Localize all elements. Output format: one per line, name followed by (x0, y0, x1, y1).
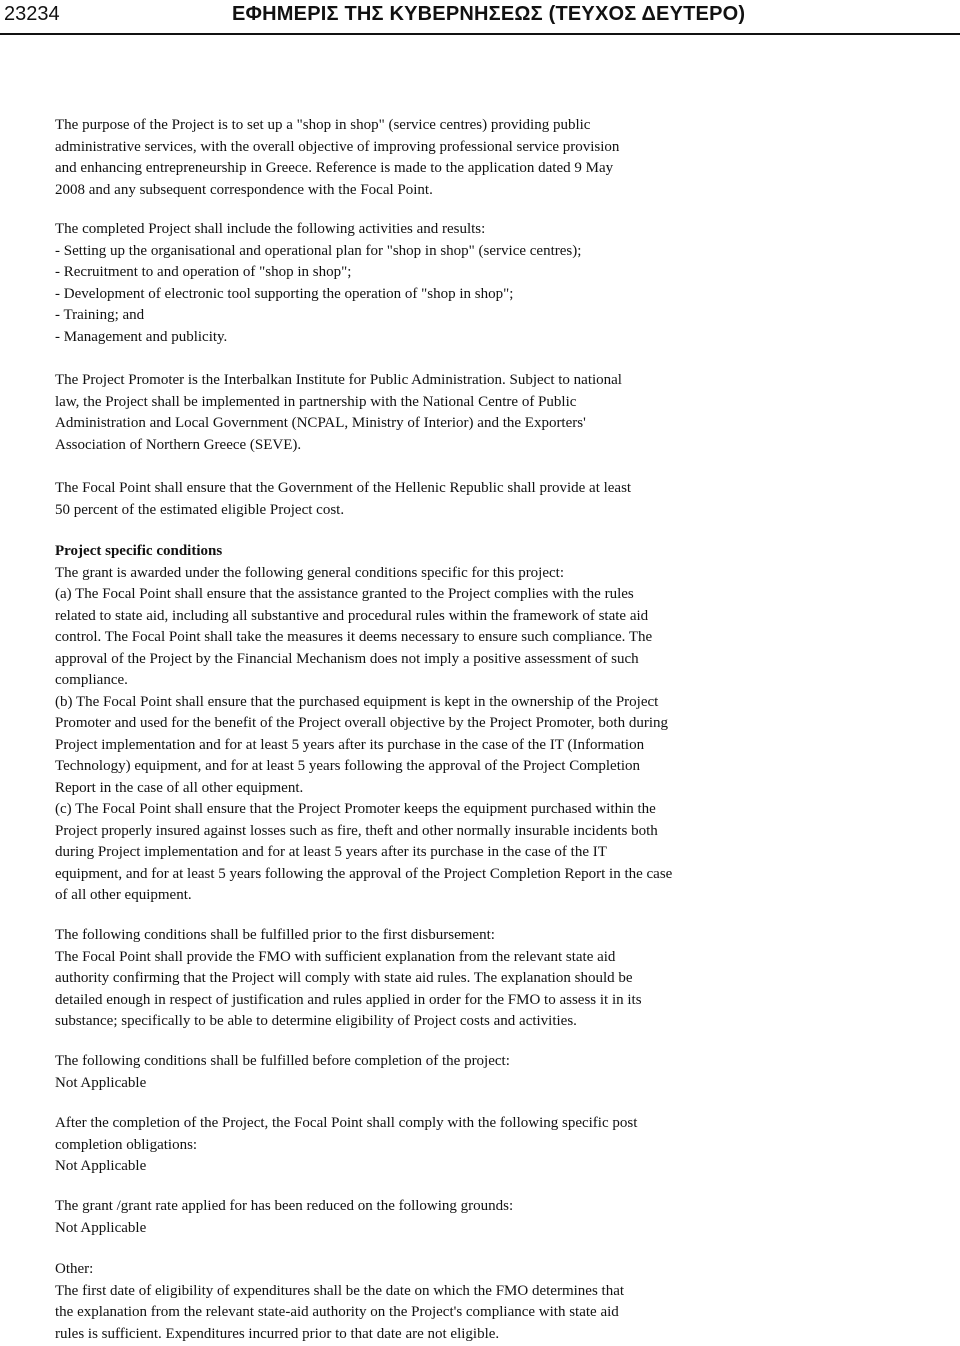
section-heading: Project specific conditions (55, 543, 223, 559)
text-line: The purpose of the Project is to set up a "shop in shop" (service centres) providing public (55, 117, 591, 133)
text-line: authority confirming that the Project will comply with state aid rules. The explanation should be (55, 970, 633, 986)
funding-paragraph (55, 478, 800, 521)
text-line: the explanation from the relevant state-aid authority on the Project's compliance with state aid (55, 1304, 619, 1320)
list-item: - Development of electronic tool supporting the operation of "shop in shop"; (55, 285, 514, 302)
text-line: compliance. (55, 672, 128, 688)
page-header (0, 0, 960, 36)
text-line: equipment, and for at least 5 years following the approval of the Project Completion Report in the case (55, 865, 673, 882)
text-line: Not Applicable (55, 1219, 147, 1236)
text-line: Not Applicable (55, 1074, 147, 1091)
text-line: Other: (55, 1261, 94, 1277)
disbursement-paragraph (55, 925, 800, 1033)
text-line: administrative services, with the overall objective of improving professional service provision (55, 138, 620, 155)
text-line: Project implementation and for at least 5 years after its purchase in the case of the IT (Information (55, 736, 645, 753)
post-completion-paragraph (55, 1113, 800, 1178)
text-line: rules is sufficient. Expenditures incurred prior to that date are not eligible. (55, 1325, 500, 1342)
text-line: 2008 and any subsequent correspondence with the Focal Point. (55, 181, 433, 198)
list-item: - Management and publicity. (55, 328, 228, 345)
text-line: of all other equipment. (55, 887, 192, 903)
text-line: approval of the Project by the Financial Mechanism does not imply a positive assessment of such (55, 650, 639, 667)
text-line: (b) The Focal Point shall ensure that the purchased equipment is kept in the ownership of the Project (55, 693, 659, 710)
text-line: detailed enough in respect of justification and rules applied in order for the FMO to assess it in its (55, 991, 642, 1008)
text-line: After the completion of the Project, the Focal Point shall comply with the following specific post (55, 1115, 638, 1131)
text-line: The following conditions shall be fulfilled prior to the first disbursement: (55, 927, 495, 943)
purpose-paragraph (55, 115, 800, 201)
text-line: during Project implementation and for at least 5 years after its purchase in the case of the IT (55, 844, 607, 860)
list-item: - Training; and (55, 307, 145, 323)
text-line: Administration and Local Government (NCPAL, Ministry of Interior) and the Exporters' (55, 415, 586, 431)
text-line: The grant /grant rate applied for has been reduced on the following grounds: (55, 1198, 514, 1214)
other-paragraph (55, 1259, 800, 1345)
text-line: Not Applicable (55, 1158, 147, 1174)
activities-paragraph (55, 219, 800, 348)
journal-title: ΕΦΗΜΕΡΙΣ ΤΗΣ ΚΥΒΕΡΝΗΣΕΩΣ (ΤΕΥΧΟΣ ΔΕΥΤΕΡΟ) (232, 3, 746, 25)
text-line: The Focal Point shall ensure that the Government of the Hellenic Republic shall provide at least (55, 480, 632, 496)
text-line: The Project Promoter is the Interbalkan Institute for Public Administration. Subject to national (55, 372, 622, 388)
text-line: and enhancing entrepreneurship in Greece. Reference is made to the application dated 9 May (55, 160, 614, 176)
text-line: Promoter and used for the benefit of the Project overall objective by the Project Promoter, both during (55, 715, 668, 731)
grant-rate-paragraph (55, 1196, 800, 1239)
text-line: completion obligations: (55, 1136, 198, 1153)
list-item: - Setting up the organisational and operational plan for "shop in shop" (service centres); (55, 242, 582, 259)
text-line: Association of Northern Greece (SEVE). (55, 436, 302, 453)
list-item: - Recruitment to and operation of "shop in shop"; (55, 264, 352, 280)
text-line: The Focal Point shall provide the FMO with sufficient explanation from the relevant state aid (55, 948, 616, 965)
text-line: control. The Focal Point shall take the measures it deems necessary to ensure such compliance. The (55, 629, 653, 645)
text-line: Project properly insured against losses such as fire, theft and other normally insurable incidents both (55, 822, 658, 839)
text-line: substance; specifically to be able to determine eligibility of Project costs and activities. (55, 1013, 577, 1029)
text-line: (a) The Focal Point shall ensure that the assistance granted to the Project complies with the rules (55, 586, 634, 602)
text-line: (c) The Focal Point shall ensure that the Project Promoter keeps the equipment purchased within the (55, 801, 656, 817)
text-line: law, the Project shall be implemented in partnership with the National Centre of Public (55, 393, 577, 410)
text-line: related to state aid, including all substantive and procedural rules within the framework of state aid (55, 607, 649, 624)
text-line: The first date of eligibility of expenditures shall be the date on which the FMO determines that (55, 1282, 625, 1299)
text-line: The completed Project shall include the following activities and results: (55, 221, 486, 237)
promoter-paragraph (55, 370, 800, 456)
text-line: Report in the case of all other equipment. (55, 779, 304, 796)
conditions-section (55, 541, 800, 907)
header-divider (0, 33, 960, 35)
text-line: The following conditions shall be fulfilled before completion of the project: (55, 1053, 510, 1069)
text-line: Technology) equipment, and for at least 5 years following the approval of the Project Completion (55, 758, 641, 774)
page-number: 23234 (4, 3, 60, 25)
text-line: 50 percent of the estimated eligible Project cost. (55, 501, 345, 518)
text-line: The grant is awarded under the following general conditions specific for this project: (55, 564, 565, 581)
before-completion-paragraph (55, 1051, 800, 1094)
